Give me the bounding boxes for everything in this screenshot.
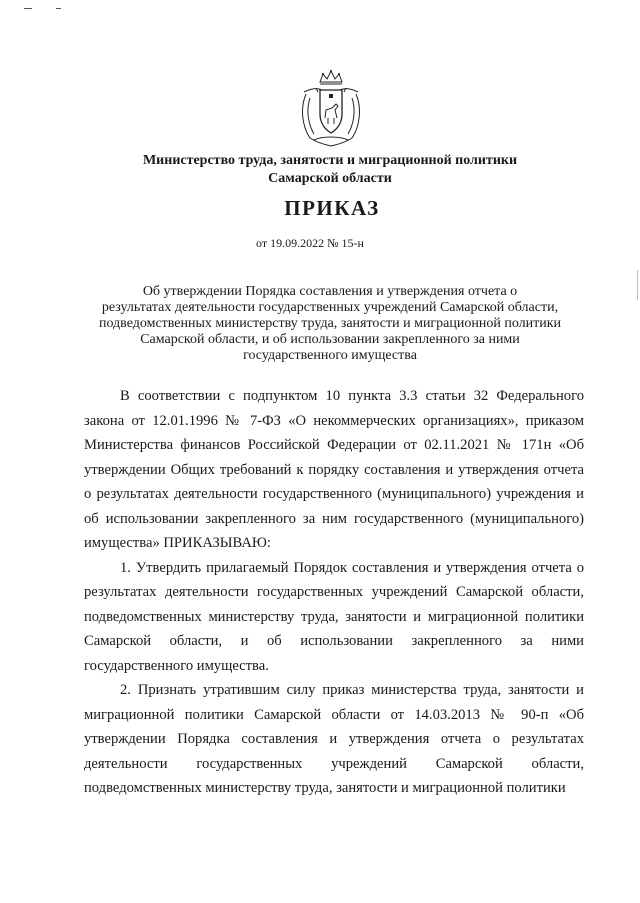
ministry-name-line2: Самарской области [268, 171, 392, 186]
subject-line: государственного имущества [243, 348, 417, 363]
subject-line: Об утверждении Порядка составления и утверждения отчета о [142, 284, 518, 299]
ministry-name [60, 152, 600, 188]
order-subject [80, 284, 580, 364]
subject-line: результатах деятельности государственных учреждений Самарской области, [101, 300, 559, 315]
coat-of-arms-icon [296, 68, 366, 148]
subject-line: Самарской области, и об использовании закрепленного за ними [140, 332, 520, 347]
clause-1-paragraph: 1. Утвердить прилагаемый Порядок составления и утверждения отчета о результатах деятельности государственных учреждений Самарской области, подведомственных министерству труда, занятости и миграционной политики Самарской области, и об использовании закрепленного за ними государственного имущества. [84, 559, 584, 674]
document-body [84, 384, 584, 801]
preamble-paragraph: В соответствии с подпунктом 10 пункта 3.3 статьи 32 Федерального закона от 12.01.1996 № 7-ФЗ «О некоммерческих организациях», приказом Министерства финансов Российской Федерации от 02.11.2021 № 171н «Об утверждении Общих требований к порядку составления и утверждения отчета о результатах деятельности государственного (муниципального) учреждения и об использовании закрепленного за ним государственного (муниципального) имущества» ПРИКАЗЫВАЮ: [84, 388, 584, 551]
clause-2-paragraph: 2. Признать утратившим силу приказ министерства труда, занятости и миграционной политики Самарской области от 14.03.2013 № 90-п «Об утверждении Порядка составления и утверждения отчета о результатах деятельности государственных учреждений Самарской области, подведомственных министерству труда, занятости и миграционной политики [84, 682, 584, 796]
scan-artifact [24, 8, 32, 9]
ministry-name-line1: Министерство труда, занятости и миграционной политики [142, 153, 518, 168]
document-title: ПРИКАЗ [284, 196, 380, 220]
scan-artifact [56, 8, 61, 9]
scan-edge-mark [637, 270, 638, 300]
order-date-number: от 19.09.2022 № 15-н [256, 236, 364, 250]
subject-line: подведомственных министерству труда, занятости и миграционной политики [98, 316, 562, 331]
